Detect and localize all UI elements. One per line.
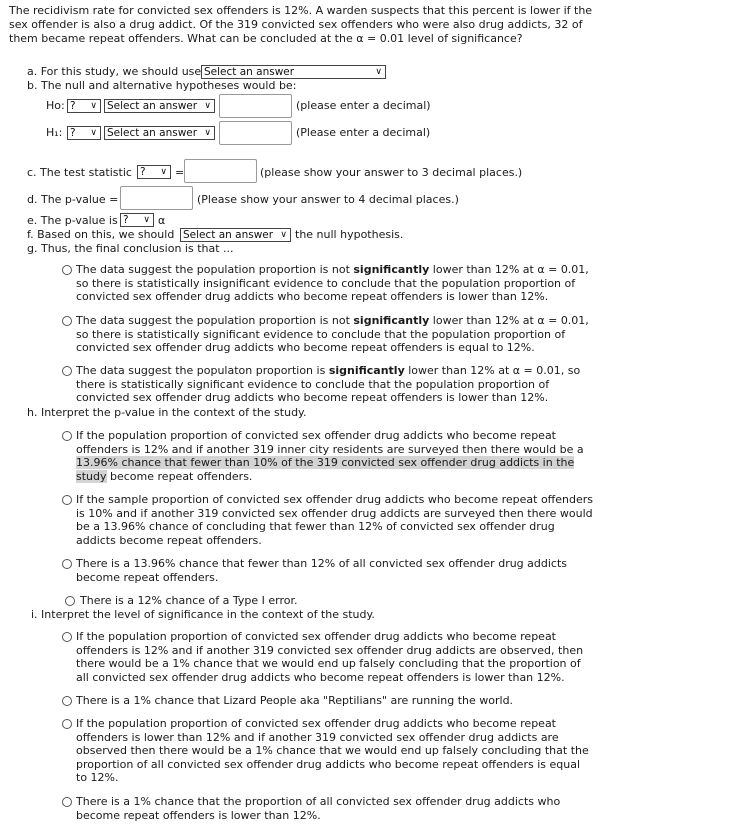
question-f-label: f. Based on this, we should [27,228,175,241]
conclusion-option-2-radio[interactable] [62,316,72,326]
h0-hint: (please enter a decimal) [296,99,431,112]
chevron-down-icon: ∨ [90,101,97,111]
significance-option-2: There is a 1% chance that Lizard People aka "Reptilians" are running the world. [76,694,514,707]
p-value-comparison-select[interactable] [120,213,154,227]
pvalue-interp-option-2: If the sample proportion of convicted sex offender drug addicts who become repeat offenders is 10% and if another 319 convicted sex offender drug addicts are surveyed then there would be a 13.96% chance of concluding that fewer than 12% of convicted sex offender drug addicts become repeat offenders. [76,493,594,547]
chevron-down-icon: ∨ [375,67,382,77]
chevron-down-icon: ∨ [160,167,167,177]
h1-parameter-value: ? [70,127,76,139]
question-h-label: h. Interpret the p-value in the context of the study. [27,406,307,419]
pvalue-interp-option-1-radio[interactable] [62,431,72,441]
problem-statement: The recidivism rate for convicted sex offenders is 12%. A warden suspects that this percent is lower if the sex offender is also a drug addict. Of the 319 convicted sex offenders who were also drug addicts, 32 of them became repeat offenders. What can be concluded at the α = 0.01 level of significance? [9,4,593,45]
h0-value-input[interactable] [219,94,292,118]
significance-option-3-radio[interactable] [62,719,72,729]
chevron-down-icon: ∨ [143,215,150,225]
test-statistic-select-value: ? [140,166,146,178]
question-i-label: i. Interpret the level of significance in the context of the study. [31,608,375,621]
pvalue-interp-option-3-radio[interactable] [62,559,72,569]
test-statistic-hint: (please show your answer to 3 decimal places.) [260,166,523,179]
equals-sign: = [175,166,185,179]
pvalue-interp-option-2-radio[interactable] [62,495,72,505]
conclusion-option-2: The data suggest the population proportion is not significantly lower than 12% at α = 0.01, so there is statistically significant evidence to conclude that the population proportion of convicted sex offender drug addicts who become repeat offenders is equal to 12%. [76,314,589,355]
significance-option-4: There is a 1% chance that the proportion of all convicted sex offender drug addicts who become repeat offenders is lower than 12%. [76,795,561,822]
chevron-down-icon: ∨ [204,128,211,138]
study-type-select-value: Select an answer [204,66,295,78]
significance-option-3: If the population proportion of convicted sex offender drug addicts who become repeat offenders is lower than 12% and if another 319 convicted sex offender drug addicts are observed then there would be a 1% chance that we would end up falsely concluding that the proportion of all convicted sex offender drug addicts who become repeat offenders is equal to 12%. [76,717,589,785]
chevron-down-icon: ∨ [204,101,211,111]
p-value-hint: (Please show your answer to 4 decimal places.) [197,193,459,206]
h0-parameter-select[interactable] [67,99,101,113]
pvalue-interp-option-3: There is a 13.96% chance that fewer than 12% of all convicted sex offender drug addicts become repeat offenders. [76,557,568,584]
chevron-down-icon: ∨ [90,128,97,138]
question-c-label: c. The test statistic [27,166,132,179]
h1-value-input[interactable] [219,121,292,145]
h0-relation-value: Select an answer [107,100,198,112]
h1-hint: (Please enter a decimal) [296,126,431,139]
pvalue-interp-option-4-radio[interactable] [65,596,75,606]
conclusion-option-1: The data suggest the population proportion is not significantly lower than 12% at α = 0.01, so there is statistically insignificant evidence to conclude that the population proportion of convicted sex offender drug addicts who become repeat offenders is lower than 12%. [76,263,589,304]
decision-select-value: Select an answer [183,229,274,241]
p-value-comparison-value: ? [123,214,129,226]
h1-parameter-select[interactable] [67,126,101,140]
question-a-label: a. For this study, we should use [27,65,202,78]
question-g-label: g. Thus, the final conclusion is that ... [27,242,234,255]
test-statistic-select[interactable] [137,165,171,179]
h1-label: H₁: [46,126,63,139]
decision-tail-text: the null hypothesis. [295,228,404,241]
h0-parameter-value: ? [70,100,76,112]
pvalue-interp-option-1: If the population proportion of convicted sex offender drug addicts who become repeat offenders is 12% and if another 319 inner city residents are surveyed then there would be a 13.96% chance that fewer than 10% of the 319 convicted sex offender drug addicts in the study become repeat offenders. [76,429,584,483]
h1-relation-select[interactable] [104,126,215,140]
study-type-select[interactable] [201,65,386,79]
h0-label: Ho: [46,99,65,112]
significance-option-4-radio[interactable] [62,797,72,807]
conclusion-option-3-radio[interactable] [62,366,72,376]
h0-relation-select[interactable] [104,99,215,113]
conclusion-option-3: The data suggest the populaton proportion is significantly lower than 12% at α = 0.01, so there is statistically significant evidence to conclude that the population proportion of convicted sex offender drug addicts who become repeat offenders is lower than 12%. [76,364,581,405]
test-statistic-input[interactable] [184,159,257,183]
significance-option-1: If the population proportion of convicted sex offender drug addicts who become repeat offenders is 12% and if another 319 convicted sex offender drug addicts are observed, then there would be a 1% chance that we would end up falsely concluding that the proportion of all convicted sex offender drug addicts who become repeat offenders is lower than 12%. [76,630,584,684]
question-e-label: e. The p-value is [27,214,118,227]
p-value-input[interactable] [120,186,193,210]
conclusion-option-1-radio[interactable] [62,265,72,275]
pvalue-interp-option-4: There is a 12% chance of a Type I error. [80,594,298,607]
question-b-label: b. The null and alternative hypotheses would be: [27,79,297,92]
significance-option-2-radio[interactable] [62,696,72,706]
alpha-symbol: α [158,214,166,227]
significance-option-1-radio[interactable] [62,632,72,642]
question-d-label: d. The p-value = [27,193,119,206]
h1-relation-value: Select an answer [107,127,198,139]
decision-select[interactable] [180,228,291,242]
chevron-down-icon: ∨ [280,230,287,240]
